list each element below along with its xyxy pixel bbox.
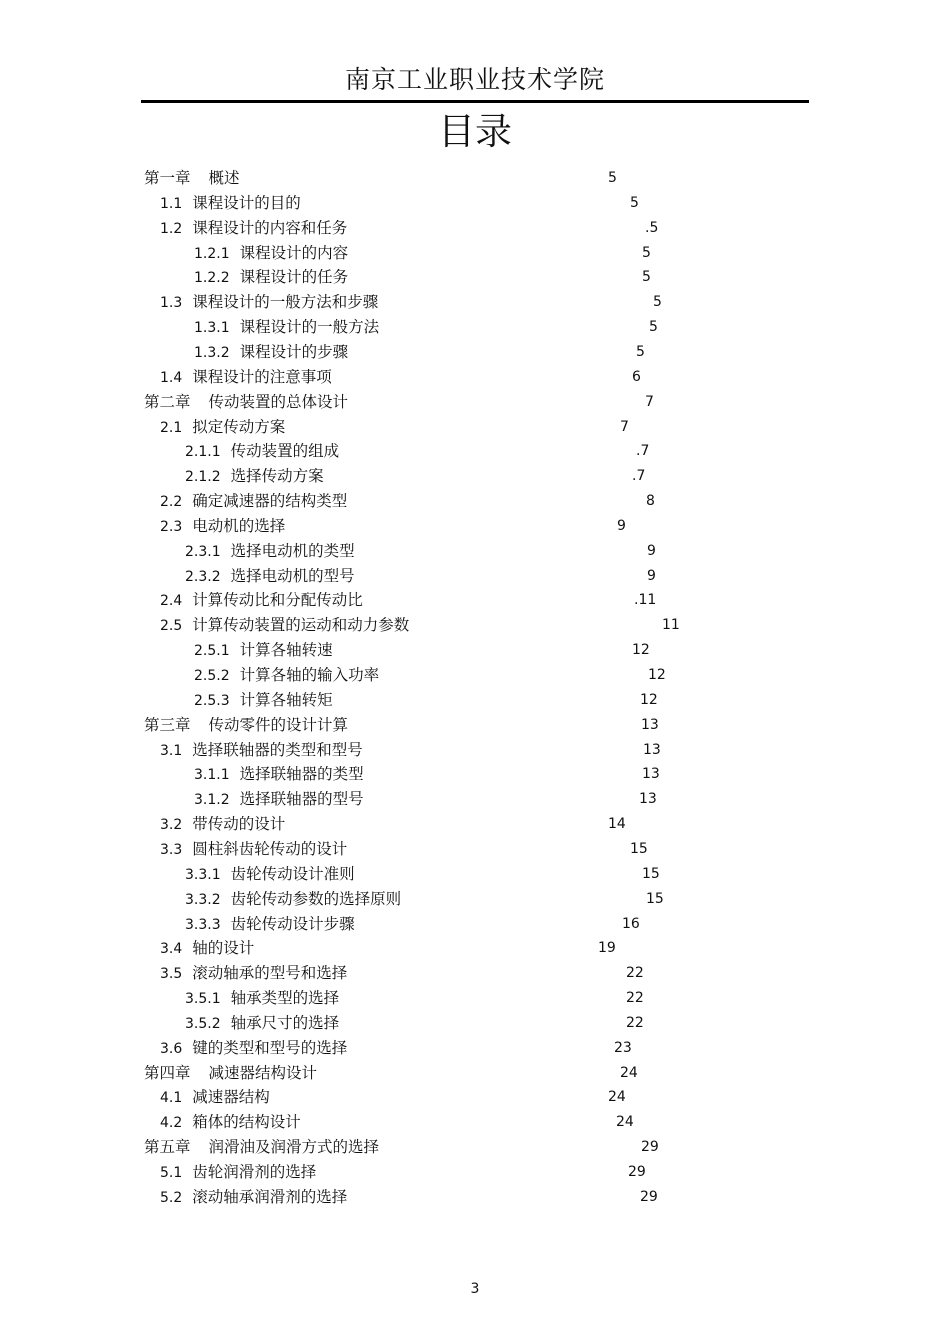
toc-entry: [160, 191, 301, 215]
toc-entry-title: 拟定传动方案: [192, 418, 286, 436]
toc-entry-page: 29: [641, 1139, 659, 1155]
toc-entry: [160, 1036, 347, 1060]
toc-entry-page: 13: [641, 717, 659, 733]
toc-entry-number: 3.5: [160, 966, 183, 982]
toc-entry-title: 课程设计的注意事项: [192, 368, 332, 386]
toc-entry-page: .7: [636, 443, 650, 459]
toc-entry-number: 3.5.2: [185, 1016, 221, 1032]
toc-entry-number: 3.4: [160, 941, 183, 957]
toc-entry-page: 5: [642, 245, 651, 261]
toc-entry: [185, 986, 339, 1010]
toc-entry-page: 19: [598, 940, 616, 956]
toc-entry-title: 箱体的结构设计: [192, 1113, 301, 1131]
toc-entry-title: 齿轮传动参数的选择原则: [230, 890, 402, 908]
toc-entry-page: 15: [630, 841, 648, 857]
toc-entry-number: 4.2: [160, 1115, 183, 1131]
toc-entry-page: 29: [640, 1189, 658, 1205]
toc-entry-number: 2.3: [160, 519, 183, 535]
toc-entry-page: 5: [649, 319, 658, 335]
toc-entry-title: 课程设计的步骤: [239, 343, 349, 361]
toc-entry-page: 9: [647, 568, 656, 584]
toc-entry-title: 计算传动装置的运动和动力参数: [192, 616, 410, 634]
toc-entry-number: 1.2.1: [194, 246, 230, 262]
toc-entry-page: 5: [636, 344, 645, 360]
toc-entry-number: 3.1.2: [194, 792, 230, 808]
toc-entry-number: 3.3.1: [185, 867, 221, 883]
toc-entry-number: 1.2.2: [194, 270, 230, 286]
page-header: 南京工业职业技术学院: [344, 65, 605, 94]
toc-entry-number: 2.3.2: [185, 569, 221, 585]
toc-entry-title: 带传动的设计: [192, 815, 286, 833]
toc-entry-number: 2.1.1: [185, 444, 221, 460]
toc-entry-title: 滚动轴承润滑剂的选择: [192, 1188, 348, 1206]
toc-entry-page: 24: [620, 1065, 638, 1081]
toc-entry: [194, 241, 348, 265]
toc-entry-number: 2.5: [160, 618, 183, 634]
toc-entry-page: .5: [645, 220, 659, 236]
toc-entry-page: 14: [608, 816, 626, 832]
toc-entry-number: 第五章: [144, 1138, 191, 1156]
toc-entry: [160, 738, 363, 762]
toc-entry-page: .7: [632, 468, 646, 484]
toc-entry: [185, 564, 355, 588]
toc-entry-page: 29: [628, 1164, 646, 1180]
toc-entry-page: 15: [646, 891, 664, 907]
toc-entry-title: 轴承类型的选择: [230, 989, 340, 1007]
toc-entry-page: 23: [614, 1040, 632, 1056]
toc-entry-number: 4.1: [160, 1090, 183, 1106]
toc-entry-page: 5: [630, 195, 639, 211]
toc-entry-page: 12: [632, 642, 650, 658]
toc-entry-title: 计算各轴转矩: [239, 691, 333, 709]
toc-entry: [160, 365, 332, 389]
toc-entry: [160, 588, 363, 612]
toc-entry-number: 1.3: [160, 295, 183, 311]
toc-entry-title: 传动装置的组成: [230, 442, 340, 460]
toc-entry-page: 22: [626, 990, 644, 1006]
toc-entry-page: 12: [640, 692, 658, 708]
toc-entry-number: 3.5.1: [185, 991, 221, 1007]
toc-entry: [194, 315, 379, 339]
toc-entry: [185, 464, 324, 488]
toc-entry-page: 13: [643, 742, 661, 758]
toc-entry-page: 5: [642, 269, 651, 285]
toc-entry-page: 5: [608, 170, 617, 186]
toc-entry-title: 确定减速器的结构类型: [192, 492, 348, 510]
toc-entry-number: 1.2: [160, 221, 183, 237]
toc-entry-title: 课程设计的内容: [239, 244, 349, 262]
toc-entry-title: 课程设计的目的: [192, 194, 301, 212]
toc-entry: [144, 390, 348, 414]
toc-entry-title: 轴的设计: [192, 939, 255, 957]
toc-entry-title: 传动零件的设计计算: [208, 716, 349, 734]
toc-entry-number: 3.3: [160, 842, 183, 858]
toc-entry-title: 计算各轴转速: [239, 641, 333, 659]
toc-entry-title: 课程设计的一般方法: [239, 318, 380, 336]
toc-entry-number: 5.1: [160, 1165, 183, 1181]
toc-entry: [194, 340, 348, 364]
toc-entry-title: 概述: [208, 169, 240, 187]
toc-entry-page: 7: [645, 394, 654, 410]
toc-entry-page: 12: [648, 667, 666, 683]
toc-entry: [185, 862, 355, 886]
toc-entry-number: 2.5.1: [194, 643, 230, 659]
toc-entry-title: 计算传动比和分配传动比: [192, 591, 363, 609]
toc-entry-page: 9: [617, 518, 626, 534]
toc-entry: [160, 936, 254, 960]
toc-entry-number: 1.3.2: [194, 345, 230, 361]
toc-entry: [194, 265, 348, 289]
toc-entry-page: 16: [622, 916, 640, 932]
toc-entry: [160, 1185, 347, 1209]
toc-entry-page: 5: [653, 294, 662, 310]
toc-entry-number: 2.1.2: [185, 469, 221, 485]
toc-entry: [194, 688, 333, 712]
toc-entry: [160, 489, 347, 513]
toc-title: 目录: [438, 110, 512, 153]
toc-entry-number: 3.3.2: [185, 892, 221, 908]
toc-entry: [144, 1135, 379, 1159]
toc-entry-number: 2.4: [160, 593, 183, 609]
toc-entry-number: 1.4: [160, 370, 183, 386]
toc-entry-title: 选择传动方案: [230, 467, 324, 485]
toc-entry: [160, 1160, 316, 1184]
toc-entry-title: 轴承尺寸的选择: [230, 1014, 340, 1032]
toc-entry: [160, 1085, 270, 1109]
toc-entry-title: 课程设计的一般方法和步骤: [192, 293, 379, 311]
toc-entry-number: 3.6: [160, 1041, 183, 1057]
toc-entry-page: 9: [647, 543, 656, 559]
toc-entry: [160, 290, 378, 314]
toc-entry-page: 22: [626, 1015, 644, 1031]
toc-entry-number: 3.1.1: [194, 767, 230, 783]
toc-entry: [185, 439, 339, 463]
toc-entry: [160, 216, 347, 240]
toc-entry-number: 3.1: [160, 743, 183, 759]
toc-entry-title: 齿轮传动设计步骤: [230, 915, 355, 933]
toc-entry: [185, 539, 355, 563]
toc-entry-title: 选择联轴器的类型和型号: [192, 741, 363, 759]
toc-entry-title: 电动机的选择: [192, 517, 286, 535]
toc-entry-page: 7: [620, 419, 629, 435]
toc-entry-number: 2.1: [160, 420, 183, 436]
toc-entry: [194, 638, 333, 662]
toc-entry: [160, 415, 285, 439]
toc-entry-title: 选择联轴器的类型: [239, 765, 364, 783]
toc-entry-title: 齿轮润滑剂的选择: [192, 1163, 317, 1181]
page-number: 3: [470, 1281, 480, 1297]
toc-entry-title: 课程设计的内容和任务: [192, 219, 348, 237]
toc-entry-title: 齿轮传动设计准则: [230, 865, 355, 883]
toc-entry-number: 2.2: [160, 494, 183, 510]
toc-entry-title: 润滑油及润滑方式的选择: [208, 1138, 380, 1156]
toc-entry-page: 13: [639, 791, 657, 807]
toc-entry: [185, 887, 401, 911]
toc-entry-page: 6: [632, 369, 641, 385]
toc-entry: [144, 713, 348, 737]
toc-entry: [160, 613, 409, 637]
toc-entry: [144, 1061, 317, 1085]
toc-entry-title: 传动装置的总体设计: [208, 393, 349, 411]
toc-entry-title: 课程设计的任务: [239, 268, 349, 286]
toc-entry-number: 第四章: [144, 1064, 191, 1082]
toc-entry-title: 选择电动机的类型: [230, 542, 355, 560]
toc-entry-number: 第一章: [144, 169, 191, 187]
toc-entry: [185, 1011, 339, 1035]
toc-entry: [160, 961, 347, 985]
toc-entry: [144, 166, 240, 190]
toc-entry-title: 计算各轴的输入功率: [239, 666, 380, 684]
toc-entry: [160, 514, 285, 538]
toc-entry: [160, 837, 347, 861]
toc-entry-title: 选择联轴器的型号: [239, 790, 364, 808]
toc-entry-page: 11: [662, 617, 680, 633]
toc-entry-title: 圆柱斜齿轮传动的设计: [192, 840, 348, 858]
toc-entry: [194, 787, 364, 811]
toc-entry-number: 2.5.3: [194, 693, 230, 709]
toc-entry-page: 24: [616, 1114, 634, 1130]
toc-entry: [160, 812, 285, 836]
toc-entry-page: 15: [642, 866, 660, 882]
toc-entry-number: 第二章: [144, 393, 191, 411]
toc-entry-page: .11: [634, 592, 657, 608]
toc-entry: [160, 1110, 301, 1134]
toc-entry-number: 3.3.3: [185, 917, 221, 933]
toc-entry-title: 键的类型和型号的选择: [192, 1039, 348, 1057]
toc-entry-number: 3.2: [160, 817, 183, 833]
toc-entry-page: 13: [642, 766, 660, 782]
toc-entry: [185, 912, 355, 936]
toc-entry-page: 22: [626, 965, 644, 981]
toc-entry-number: 1.3.1: [194, 320, 230, 336]
toc-entry-title: 选择电动机的型号: [230, 567, 355, 585]
toc-entry-number: 5.2: [160, 1190, 183, 1206]
toc-entry: [194, 762, 364, 786]
toc-entry-title: 滚动轴承的型号和选择: [192, 964, 348, 982]
toc-entry-number: 1.1: [160, 196, 183, 212]
toc-entry: [194, 663, 379, 687]
toc-entry-title: 减速器结构: [192, 1088, 270, 1106]
toc-entry-number: 2.5.2: [194, 668, 230, 684]
toc-entry-page: 24: [608, 1089, 626, 1105]
toc-entry-number: 2.3.1: [185, 544, 221, 560]
toc-entry-title: 减速器结构设计: [208, 1064, 318, 1082]
toc-entry-number: 第三章: [144, 716, 191, 734]
toc-entry-page: 8: [646, 493, 655, 509]
